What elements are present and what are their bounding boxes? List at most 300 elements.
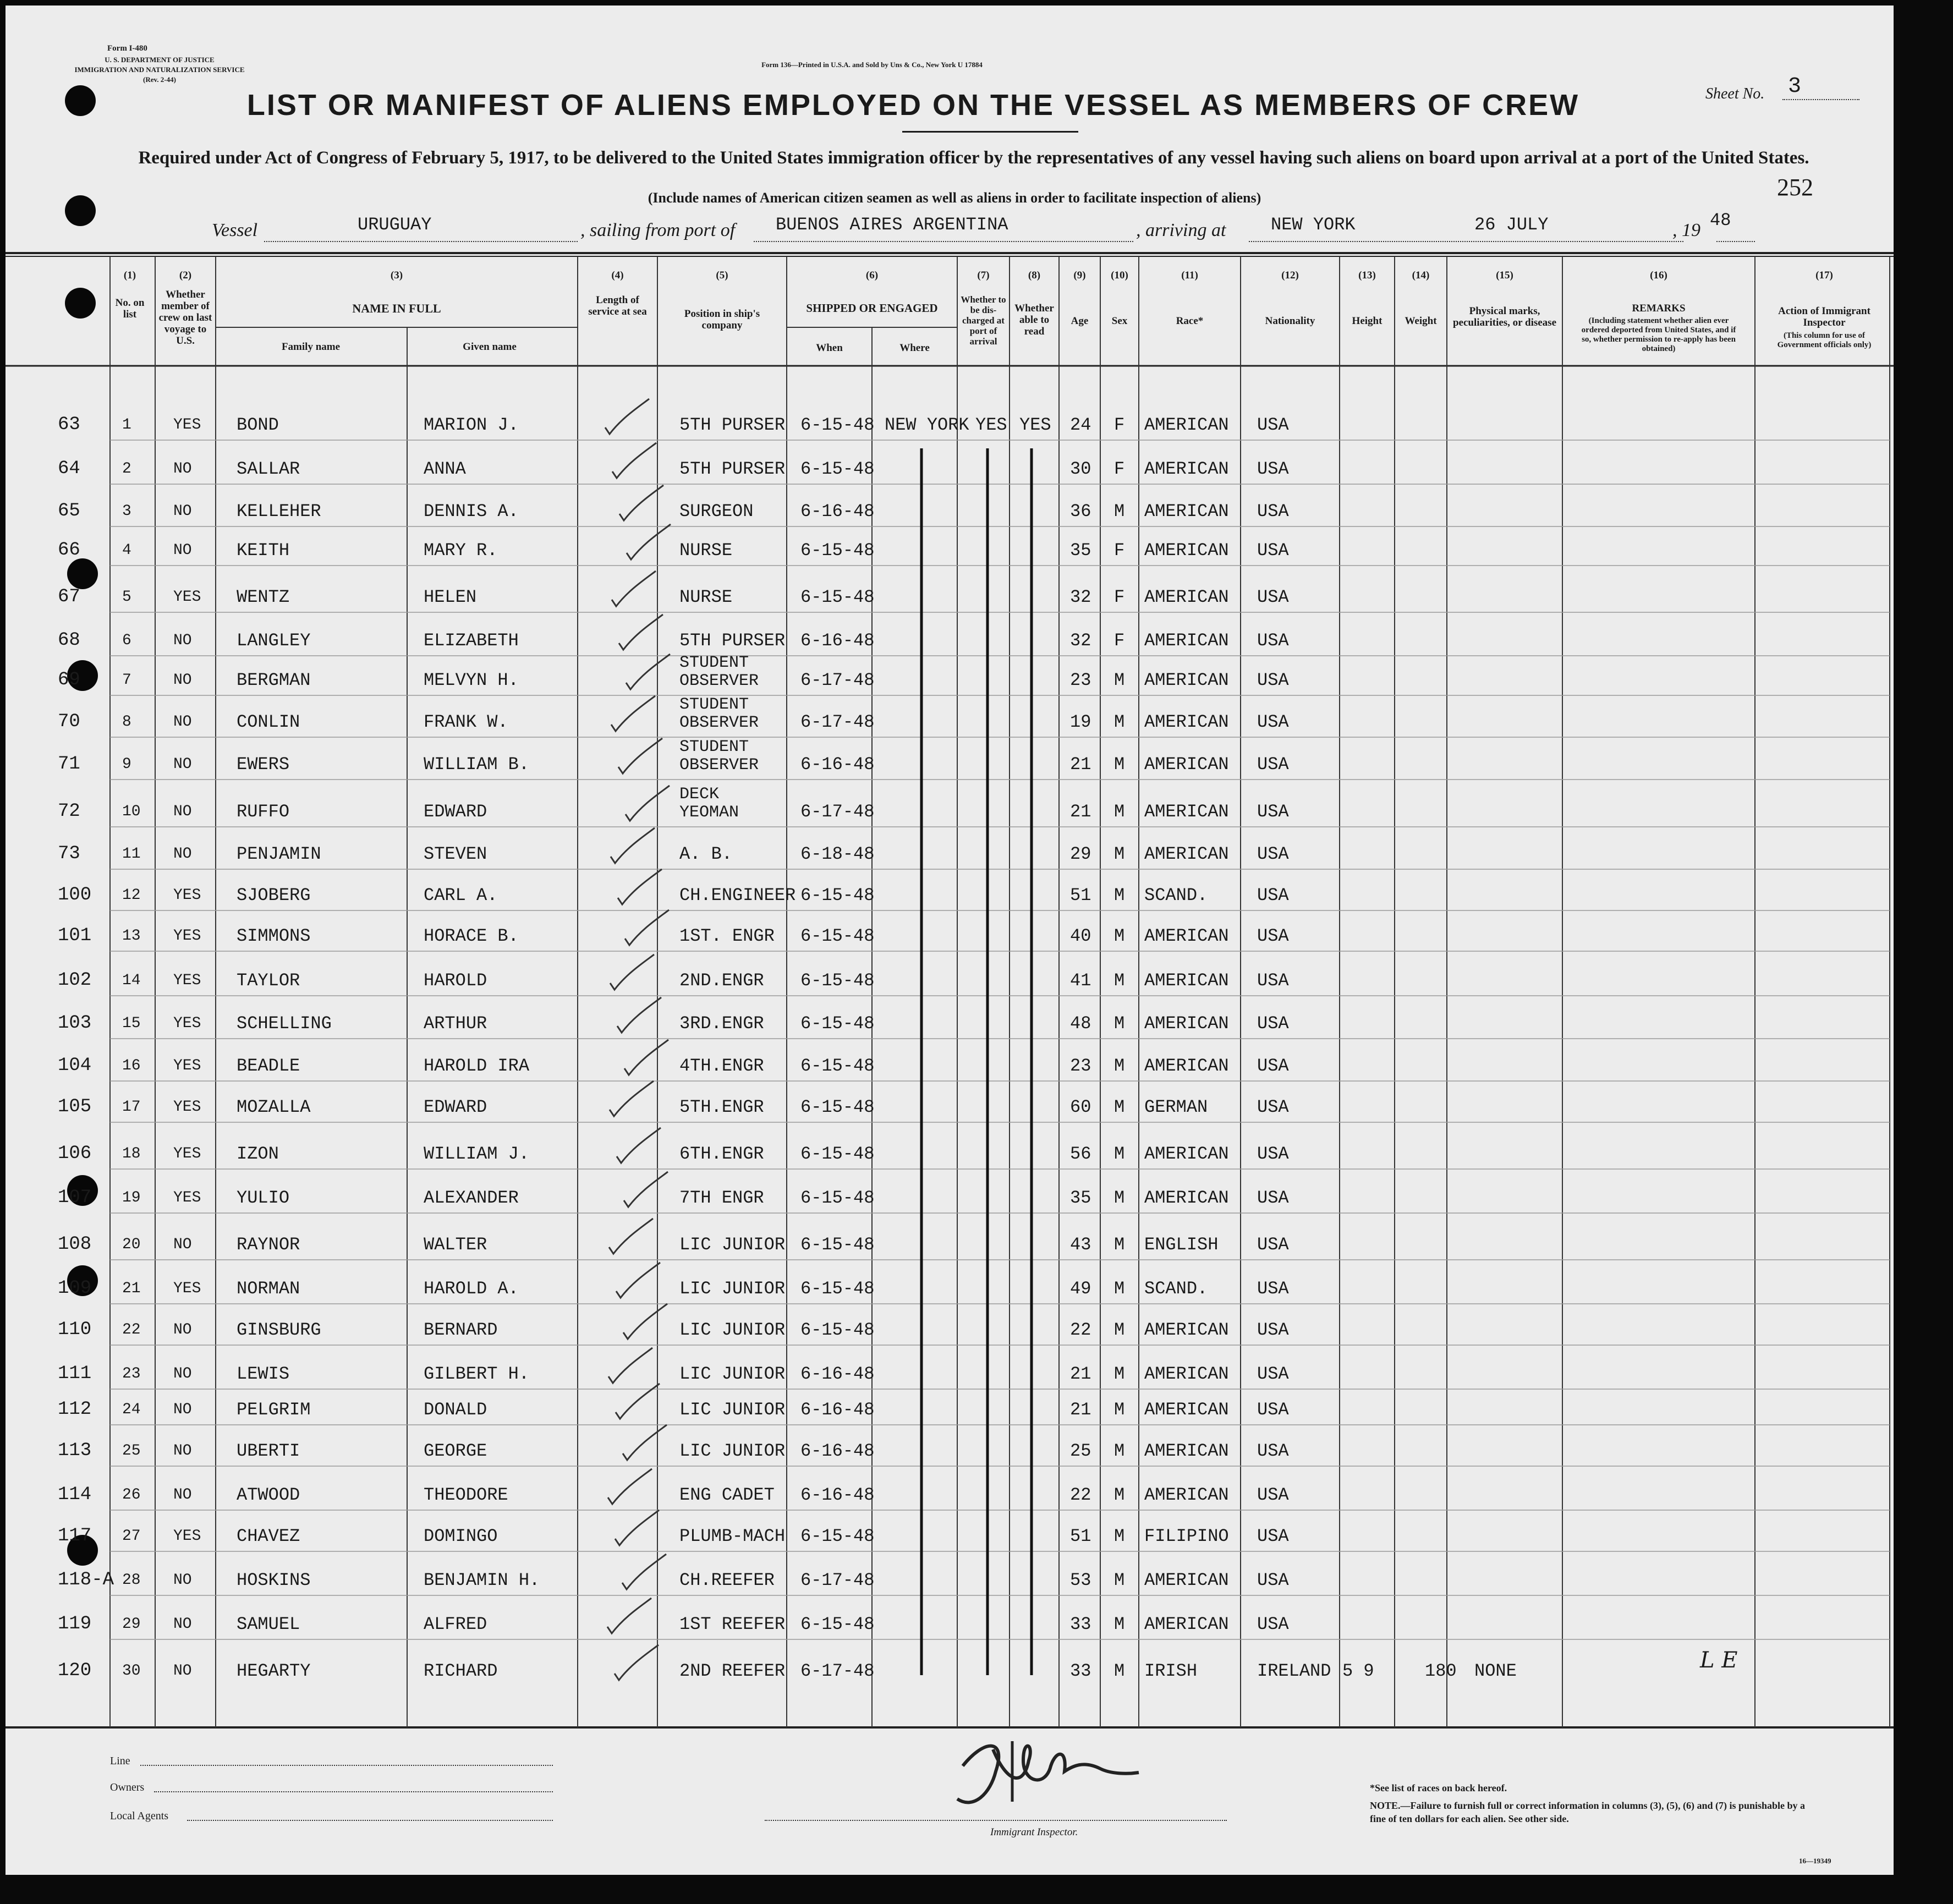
shipped-date: 6-15-48 <box>800 885 875 906</box>
penalty-note: NOTE.—Failure to furnish full or correct information in columns (3), (5), (6) and (7) is punishable by a fine of ten dollars for each alien. See other side. <box>1370 1800 1806 1824</box>
crew-number: 22 <box>122 1321 141 1338</box>
header-given-name: Given name <box>463 341 517 353</box>
col-number-13: (13) <box>1358 270 1376 281</box>
crew-number: 20 <box>122 1236 141 1253</box>
race: AMERICAN <box>1144 1570 1229 1590</box>
shipped-date: 6-17-48 <box>800 670 875 690</box>
age: 29 <box>1070 844 1091 864</box>
sex: M <box>1114 844 1125 864</box>
given-name: STEVEN <box>424 844 487 864</box>
crew-number: 19 <box>122 1189 141 1206</box>
race: AMERICAN <box>1144 1614 1229 1634</box>
last-voyage-value: NO <box>173 1572 192 1589</box>
race: AMERICAN <box>1144 802 1229 822</box>
family-name: WENTZ <box>237 587 290 607</box>
race: ENGLISH <box>1144 1234 1219 1255</box>
header-weight: Weight <box>1405 315 1437 327</box>
last-voyage-value: YES <box>173 887 201 904</box>
col-number-2: (2) <box>179 270 192 281</box>
position: 6TH.ENGR <box>679 1144 764 1164</box>
age: 36 <box>1070 501 1091 522</box>
last-voyage-value: YES <box>173 928 201 945</box>
nationality: USA <box>1257 1320 1289 1340</box>
ledger-line-number: 102 <box>58 970 92 991</box>
col-number-16: (16) <box>1650 270 1667 281</box>
last-voyage-value: YES <box>173 1015 201 1032</box>
sex: M <box>1114 1400 1125 1420</box>
family-name: SALLAR <box>237 459 300 479</box>
crew-number: 14 <box>122 972 141 989</box>
header-action-note: (This column for use of Government officials only) <box>1777 331 1872 349</box>
race: AMERICAN <box>1144 1441 1229 1461</box>
age: 51 <box>1070 885 1091 906</box>
last-voyage-value: YES <box>173 1280 201 1297</box>
page-title: LIST OR MANIFEST OF ALIENS EMPLOYED ON THE VESSEL AS MEMBERS OF CREW <box>246 89 1580 122</box>
manifest-sheet <box>6 6 1894 1875</box>
crew-number: 16 <box>122 1057 141 1074</box>
nationality: USA <box>1257 1570 1289 1590</box>
family-name: KEITH <box>237 540 290 561</box>
race: AMERICAN <box>1144 1188 1229 1208</box>
shipped-date: 6-15-48 <box>800 1614 875 1634</box>
position: STUDENT OBSERVER <box>679 738 759 775</box>
given-name: ARTHUR <box>424 1013 487 1034</box>
sex: M <box>1114 926 1125 946</box>
sex: M <box>1114 1320 1125 1340</box>
family-name: YULIO <box>237 1188 290 1208</box>
position: 1ST. ENGR <box>679 926 775 946</box>
service: IMMIGRATION AND NATURALIZATION SERVICE <box>74 65 245 74</box>
family-name: SAMUEL <box>237 1614 300 1634</box>
given-name: GILBERT H. <box>424 1364 530 1384</box>
last-voyage-value: NO <box>173 1662 192 1680</box>
col-number-7: (7) <box>977 270 990 281</box>
sex: M <box>1114 1441 1125 1461</box>
age: 60 <box>1070 1097 1091 1117</box>
col-number-4: (4) <box>611 270 624 281</box>
age: 25 <box>1070 1441 1091 1461</box>
race: IRISH <box>1144 1661 1198 1681</box>
nationality: USA <box>1257 501 1289 522</box>
ledger-line-number: 64 <box>58 458 80 479</box>
nationality: USA <box>1257 1188 1289 1208</box>
family-name: UBERTI <box>237 1441 300 1461</box>
race: AMERICAN <box>1144 1485 1229 1505</box>
owners-label: Owners <box>110 1781 145 1793</box>
age: 32 <box>1070 587 1091 607</box>
family-name: CONLIN <box>237 712 300 732</box>
form-number: Form I-480 <box>107 44 147 53</box>
sex: M <box>1114 970 1125 991</box>
position: 7TH ENGR <box>679 1188 764 1208</box>
family-name: GINSBURG <box>237 1320 321 1340</box>
race: SCAND. <box>1144 885 1208 906</box>
header-where: Where <box>899 342 930 354</box>
last-voyage-value: NO <box>173 714 192 731</box>
race: AMERICAN <box>1144 1320 1229 1340</box>
nationality: USA <box>1257 926 1289 946</box>
sex: M <box>1114 1188 1125 1208</box>
nationality: USA <box>1257 1485 1289 1505</box>
shipped-date: 6-15-48 <box>800 1097 875 1117</box>
col-number-15: (15) <box>1496 270 1513 281</box>
race: AMERICAN <box>1144 1400 1229 1420</box>
crew-number: 26 <box>122 1486 141 1504</box>
ledger-line-number: 65 <box>58 501 80 522</box>
position: 5TH PURSER <box>679 630 786 651</box>
races-footnote: *See list of races on back hereof. <box>1370 1782 1507 1793</box>
race: AMERICAN <box>1144 630 1229 651</box>
header-nationality: Nationality <box>1265 315 1315 327</box>
position: LIC JUNIOR <box>679 1234 786 1255</box>
position: 5TH.ENGR <box>679 1097 764 1117</box>
family-name: MOZALLA <box>237 1097 311 1117</box>
crew-number: 13 <box>122 928 141 945</box>
nationality: USA <box>1257 459 1289 479</box>
shipped-date: 6-18-48 <box>800 844 875 864</box>
race: AMERICAN <box>1144 670 1229 690</box>
crew-number: 27 <box>122 1528 141 1545</box>
age: 35 <box>1070 1188 1091 1208</box>
shipped-date: 6-16-48 <box>800 1364 875 1384</box>
inspector-signature <box>941 1727 1150 1815</box>
sex: F <box>1114 459 1125 479</box>
year-line <box>1716 241 1755 242</box>
shipped-date: 6-16-48 <box>800 1400 875 1420</box>
age: 30 <box>1070 459 1091 479</box>
sex: M <box>1114 1364 1125 1384</box>
vessel-line <box>264 241 578 242</box>
sex: F <box>1114 540 1125 561</box>
crew-number: 7 <box>122 672 131 689</box>
col-number-3: (3) <box>390 270 403 281</box>
age: 49 <box>1070 1279 1091 1299</box>
crew-number: 5 <box>122 589 131 606</box>
race: AMERICAN <box>1144 540 1229 561</box>
family-name: KELLEHER <box>237 501 321 522</box>
ledger-line-number: 105 <box>58 1096 92 1117</box>
vessel-name: URUGUAY <box>358 215 432 235</box>
given-name: MARION J. <box>424 415 519 435</box>
shipped-date: 6-17-48 <box>800 1570 875 1590</box>
nationality: USA <box>1257 1097 1289 1117</box>
shipped-date: 6-15-48 <box>800 1526 875 1546</box>
printer-line: Form 136—Printed in U.S.A. and Sold by Uns & Co., New York U 17884 <box>761 61 983 69</box>
shipped-date: 6-15-48 <box>800 415 875 435</box>
shipped-date: 6-15-48 <box>800 1279 875 1299</box>
age: 32 <box>1070 630 1091 651</box>
given-name: HORACE B. <box>424 926 519 946</box>
ledger-line-number: 67 <box>58 586 80 607</box>
given-name: RICHARD <box>424 1661 498 1681</box>
race: AMERICAN <box>1144 1364 1229 1384</box>
age: 41 <box>1070 970 1091 991</box>
header-length-service: Length of service at sea <box>588 294 647 317</box>
owners-field <box>154 1791 553 1792</box>
position: PLUMB-MACH <box>679 1526 786 1546</box>
header-sex: Sex <box>1111 315 1128 327</box>
given-name: CARL A. <box>424 885 498 906</box>
stamp-number: 252 <box>1777 174 1813 201</box>
family-name: CHAVEZ <box>237 1526 300 1546</box>
last-voyage-value: NO <box>173 756 192 773</box>
sex: M <box>1114 1279 1125 1299</box>
sex: M <box>1114 1013 1125 1034</box>
nationality: USA <box>1257 1441 1289 1461</box>
given-name: FRANK W. <box>424 712 508 732</box>
given-name: BENJAMIN H. <box>424 1570 540 1590</box>
ledger-line-number: 69 <box>58 670 80 690</box>
given-name: WILLIAM B. <box>424 754 530 775</box>
inspector-label: Immigrant Inspector. <box>990 1826 1078 1838</box>
position: 3RD.ENGR <box>679 1013 764 1034</box>
year-prefix: , 19 <box>1672 220 1700 240</box>
age: 21 <box>1070 802 1091 822</box>
shipped-date: 6-15-48 <box>800 540 875 561</box>
header-remarks: REMARKS <box>1632 303 1686 314</box>
family-name: PENJAMIN <box>237 844 321 864</box>
sex: M <box>1114 712 1125 732</box>
crew-number: 25 <box>122 1442 141 1459</box>
weight: 180 <box>1425 1661 1457 1681</box>
crew-number: 29 <box>122 1616 141 1633</box>
position: NURSE <box>679 587 733 607</box>
sex: M <box>1114 802 1125 822</box>
col-number-14: (14) <box>1412 270 1430 281</box>
given-name: EDWARD <box>424 802 487 822</box>
title-rule <box>902 131 1078 133</box>
last-voyage-value: NO <box>173 1616 192 1633</box>
age: 19 <box>1070 712 1091 732</box>
given-name: MARY R. <box>424 540 498 561</box>
age: 21 <box>1070 1364 1091 1384</box>
required-text: Required under Act of Congress of February 5, 1917, to be delivered to the United States immigration officer by the representatives of any vessel having such aliens on board upon arrival at a port of the United States. <box>138 148 1809 168</box>
nationality: USA <box>1257 1144 1289 1164</box>
race: SCAND. <box>1144 1279 1208 1299</box>
arrival-line <box>1249 241 1683 242</box>
family-name: BEADLE <box>237 1056 300 1076</box>
discharged-value: YES <box>975 415 1007 435</box>
ledger-line-number: 107 <box>58 1187 92 1208</box>
nationality: USA <box>1257 1614 1289 1634</box>
ledger-line-number: 117 <box>58 1526 92 1546</box>
last-voyage-value: NO <box>173 803 192 820</box>
last-voyage-value: YES <box>173 1099 201 1116</box>
punch-hole <box>65 85 96 116</box>
last-voyage-value: YES <box>173 1057 201 1074</box>
department: U. S. DEPARTMENT OF JUSTICE <box>105 56 215 64</box>
position: LIC JUNIOR <box>679 1400 786 1420</box>
punch-hole <box>65 288 96 319</box>
race: GERMAN <box>1144 1097 1208 1117</box>
punch-hole <box>67 558 98 589</box>
given-name: HELEN <box>424 587 477 607</box>
nationality: USA <box>1257 1013 1289 1034</box>
crew-number: 11 <box>122 846 141 863</box>
nationality: USA <box>1257 712 1289 732</box>
sex: F <box>1114 415 1125 435</box>
header-shipped-engaged: SHIPPED OR ENGAGED <box>806 301 938 315</box>
position: SURGEON <box>679 501 754 522</box>
family-name: HEGARTY <box>237 1661 311 1681</box>
given-name: HAROLD IRA <box>424 1056 530 1076</box>
age: 56 <box>1070 1144 1091 1164</box>
sailing-label: , sailing from port of <box>580 220 736 240</box>
family-name: BERGMAN <box>237 670 311 690</box>
ledger-line-number: 63 <box>58 414 80 435</box>
vessel-label: Vessel <box>212 220 258 240</box>
last-voyage-value: NO <box>173 846 192 863</box>
ledger-line-number: 108 <box>58 1234 92 1255</box>
age: 35 <box>1070 540 1091 561</box>
sex: M <box>1114 1056 1125 1076</box>
position: 2ND REEFER <box>679 1661 786 1681</box>
ledger-line-number: 66 <box>58 540 80 561</box>
position: LIC JUNIOR <box>679 1320 786 1340</box>
header-last-voyage: Whether member of crew on last voyage to U.S. <box>158 289 212 347</box>
nationality: USA <box>1257 415 1289 435</box>
position: 1ST REEFER <box>679 1614 786 1634</box>
shipped-date: 6-15-48 <box>800 1013 875 1034</box>
agents-field <box>187 1820 553 1821</box>
race: AMERICAN <box>1144 926 1229 946</box>
nationality: USA <box>1257 1056 1289 1076</box>
race: AMERICAN <box>1144 415 1229 435</box>
crew-number: 23 <box>122 1365 141 1382</box>
line-field <box>140 1765 553 1766</box>
shipped-date: 6-16-48 <box>800 630 875 651</box>
last-voyage-value: NO <box>173 460 192 478</box>
crew-number: 8 <box>122 714 131 731</box>
crew-number: 30 <box>122 1662 141 1680</box>
ledger-line-number: 114 <box>58 1484 92 1505</box>
ledger-line-number: 72 <box>58 801 80 822</box>
header-family-name: Family name <box>281 341 341 353</box>
shipped-date: 6-15-48 <box>800 1320 875 1340</box>
shipped-date: 6-15-48 <box>800 1144 875 1164</box>
race: AMERICAN <box>1144 844 1229 864</box>
ledger-line-number: 103 <box>58 1013 92 1034</box>
given-name: ALFRED <box>424 1614 487 1634</box>
crew-number: 2 <box>122 460 131 478</box>
nationality: USA <box>1257 1526 1289 1546</box>
col-number-10: (10) <box>1111 270 1128 281</box>
port-line <box>754 241 1133 242</box>
last-voyage-value: YES <box>173 1528 201 1545</box>
last-voyage-value: YES <box>173 416 201 434</box>
ledger-line-number: 120 <box>58 1660 92 1681</box>
given-name: HAROLD <box>424 970 487 991</box>
ledger-line-number: 112 <box>58 1399 92 1420</box>
nationality: USA <box>1257 1234 1289 1255</box>
family-name: PELGRIM <box>237 1400 311 1420</box>
given-name: WILLIAM J. <box>424 1144 530 1164</box>
agents-label: Local Agents <box>110 1810 169 1822</box>
ledger-line-number: 119 <box>58 1614 92 1634</box>
family-name: ATWOOD <box>237 1485 300 1505</box>
sex: M <box>1114 754 1125 775</box>
position: LIC JUNIOR <box>679 1441 786 1461</box>
ledger-line-number: 101 <box>58 925 92 946</box>
ledger-line-number: 71 <box>58 754 80 775</box>
line-label: Line <box>110 1755 130 1767</box>
header-height: Height <box>1352 315 1383 327</box>
position: 5TH PURSER <box>679 459 786 479</box>
race: AMERICAN <box>1144 1056 1229 1076</box>
sex: M <box>1114 1661 1125 1681</box>
nationality: USA <box>1257 1364 1289 1384</box>
given-name: EDWARD <box>424 1097 487 1117</box>
sex: F <box>1114 587 1125 607</box>
ledger-line-number: 106 <box>58 1143 92 1164</box>
last-voyage-value: NO <box>173 1442 192 1459</box>
sheet-number-label: Sheet No. <box>1705 85 1765 102</box>
last-voyage-value: NO <box>173 542 192 559</box>
given-name: ALEXANDER <box>424 1188 519 1208</box>
last-voyage-value: NO <box>173 1486 192 1504</box>
header-remarks-note: (Including statement whether alien ever ordered deported from United States, and if so, whether permission to re-apply has been obtained) <box>1581 316 1736 353</box>
position: STUDENT OBSERVER <box>679 654 759 690</box>
remarks: L E <box>1700 1648 1738 1673</box>
age: 21 <box>1070 754 1091 775</box>
crew-number: 10 <box>122 803 141 820</box>
position: NURSE <box>679 540 733 561</box>
given-name: THEODORE <box>424 1485 508 1505</box>
crew-number: 18 <box>122 1145 141 1162</box>
shipped-date: 6-16-48 <box>800 501 875 522</box>
inspector-line <box>765 1820 1227 1821</box>
family-name: SIMMONS <box>237 926 311 946</box>
sex: M <box>1114 670 1125 690</box>
sex: M <box>1114 1570 1125 1590</box>
col-number-17: (17) <box>1815 270 1833 281</box>
age: 33 <box>1070 1661 1091 1681</box>
col-number-11: (11) <box>1181 270 1198 281</box>
shipped-date: 6-15-48 <box>800 459 875 479</box>
ledger-line-number: 110 <box>58 1319 92 1340</box>
nationality: IRELAND <box>1257 1661 1331 1681</box>
nationality: USA <box>1257 754 1289 775</box>
sex: M <box>1114 1614 1125 1634</box>
departure-port: BUENOS AIRES ARGENTINA <box>776 215 1008 235</box>
header-race: Race* <box>1176 315 1204 327</box>
form-code: 16—19349 <box>1799 1857 1831 1865</box>
age: 48 <box>1070 1013 1091 1034</box>
race: AMERICAN <box>1144 970 1229 991</box>
able-to-read-value: YES <box>1019 415 1051 435</box>
shipped-date: 6-15-48 <box>800 970 875 991</box>
header-when: When <box>816 342 843 354</box>
header-physical-marks: Physical marks, peculiarities, or disease <box>1452 305 1557 328</box>
last-voyage-value: YES <box>173 1145 201 1162</box>
family-name: EWERS <box>237 754 290 775</box>
ledger-line-number: 68 <box>58 630 80 651</box>
age: 24 <box>1070 415 1091 435</box>
sex: M <box>1114 1234 1125 1255</box>
nationality: USA <box>1257 1279 1289 1299</box>
age: 23 <box>1070 670 1091 690</box>
family-name: SCHELLING <box>237 1013 332 1034</box>
crew-number: 3 <box>122 503 131 520</box>
age: 53 <box>1070 1570 1091 1590</box>
race: AMERICAN <box>1144 1144 1229 1164</box>
height: 5 9 <box>1342 1661 1374 1681</box>
nationality: USA <box>1257 885 1289 906</box>
last-voyage-value: NO <box>173 632 192 649</box>
given-name: ANNA <box>424 459 466 479</box>
crew-number: 21 <box>122 1280 141 1297</box>
race: AMERICAN <box>1144 712 1229 732</box>
